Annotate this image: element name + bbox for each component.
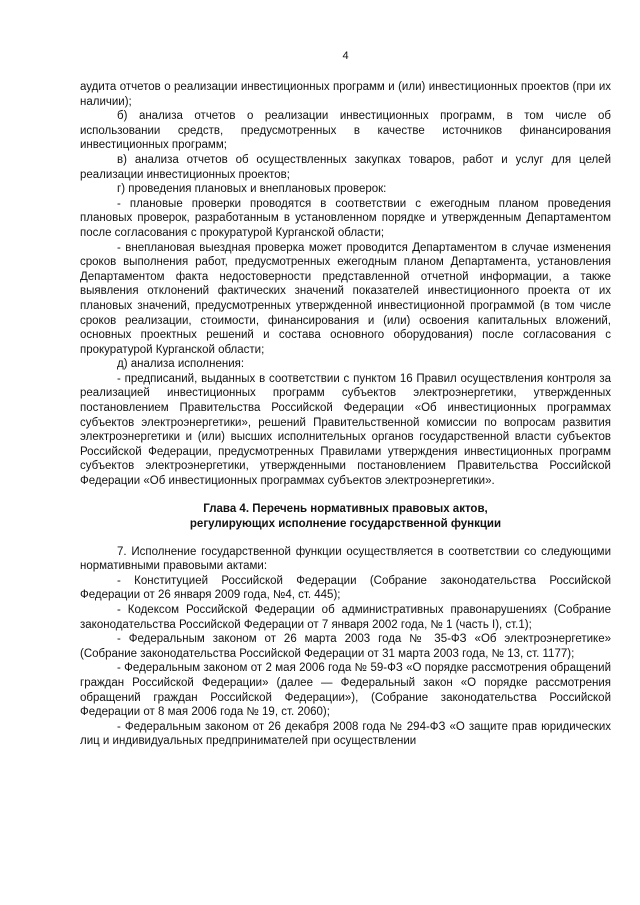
paragraph: - Кодексом Российской Федерации об административных правонарушениях (Собрание законодательства Российской Федерации от 7 января 2002 года, № 1 (часть I), ст.1); [80,604,611,631]
paragraph: 7. Исполнение государственной функции осуществляется в соответствии со следующими нормативными правовыми актами: [80,545,611,573]
paragraph: аудита отчетов о реализации инвестиционных программ и (или) инвестиционных проектов (при их наличии); [80,81,611,108]
paragraph: д) анализа исполнения: [117,358,245,371]
page-number: 4 [342,50,349,62]
paragraph: - плановые проверки проводятся в соответствии с ежегодным планом проведения плановых проверок, разработанным в установленном порядке и утвержденным Департаментом после согласования с прокуратурой Курганской области; [80,197,611,239]
paragraph: - Федеральным законом от 26 марта 2003 года № 35-ФЗ «Об электроэнергетике» (Собрание законодательства Российской Федерации от 31 марта 2003 года, № 13, ст. 1177); [80,633,611,660]
chapter-heading [80,502,611,532]
paragraph: - Федеральным законом от 26 декабря 2008 года № 294-ФЗ «О защите прав юридических лиц и индивидуальных предпринимателей при осуществлении [80,720,611,748]
chapter-heading-line-2: регулирующих исполнение государственной функции [189,517,502,530]
paragraph: б) анализа отчетов о реализации инвестиционных программ, в том числе об использовании средств, предусмотренных в качестве источников финансирования инвестиционных программ; [80,110,611,152]
paragraph: - Конституцией Российской Федерации (Собрание законодательства Российской Федерации от 26 января 2009 года, №4, ст. 445); [80,574,611,602]
paragraph: - Федеральным законом от 2 мая 2006 года № 59-ФЗ «О порядке рассмотрения обращений граждан Российской Федерации» (далее — Федеральный закон «О порядке рассмотрения обращений граждан Российской Федерации»), (Собрание законодательства Российской Федерации от 8 мая 2006 года № 19, ст. 2060); [80,662,611,719]
paragraph: - предписаний, выданных в соответствии с пунктом 16 Правил осуществления контроля за реализацией инвестиционных программ субъектов электроэнергетики, утвержденных постановлением Правительства Российской Федерации «Об инвестиционных программах субъектов электроэнергетики», решений Правительственной комиссии по вопросам развития электроэнергетики и (или) высших исполнительных органов государственной власти субъектов Российской Федерации, предусмотренных Правилами утверждения инвестиционных программ субъектов электроэнергетики, утвержденными постановлением Правительства Российской Федерации «Об инвестиционных программах субъектов электроэнергетики». [80,372,611,488]
document-body [80,80,611,749]
paragraph: в) анализа отчетов об осуществленных закупках товаров, работ и услуг для целей реализации инвестиционных проектов; [80,153,611,181]
paragraph: г) проведения плановых и внеплановых проверок: [117,183,387,196]
chapter-heading-line-1: Глава 4. Перечень нормативных правовых актов, [203,502,488,515]
paragraph: - внеплановая выездная проверка может проводится Департаментом в случае изменения сроков выполнения работ, предусмотренных ежегодным планом Департамента, установления Департаментом факта недостоверности представленной отчетной информации, а также выявления отклонений фактических значений показателей инвестиционного проекта от их плановых значений, предусмотренных утвержденной инвестиционной программой (в том числе сроков реализации, стоимости, финансирования и (или) освоения капитальных вложений, основных проектных решений и состава основного оборудования) после согласования с прокуратурой Курганской области; [80,241,611,356]
